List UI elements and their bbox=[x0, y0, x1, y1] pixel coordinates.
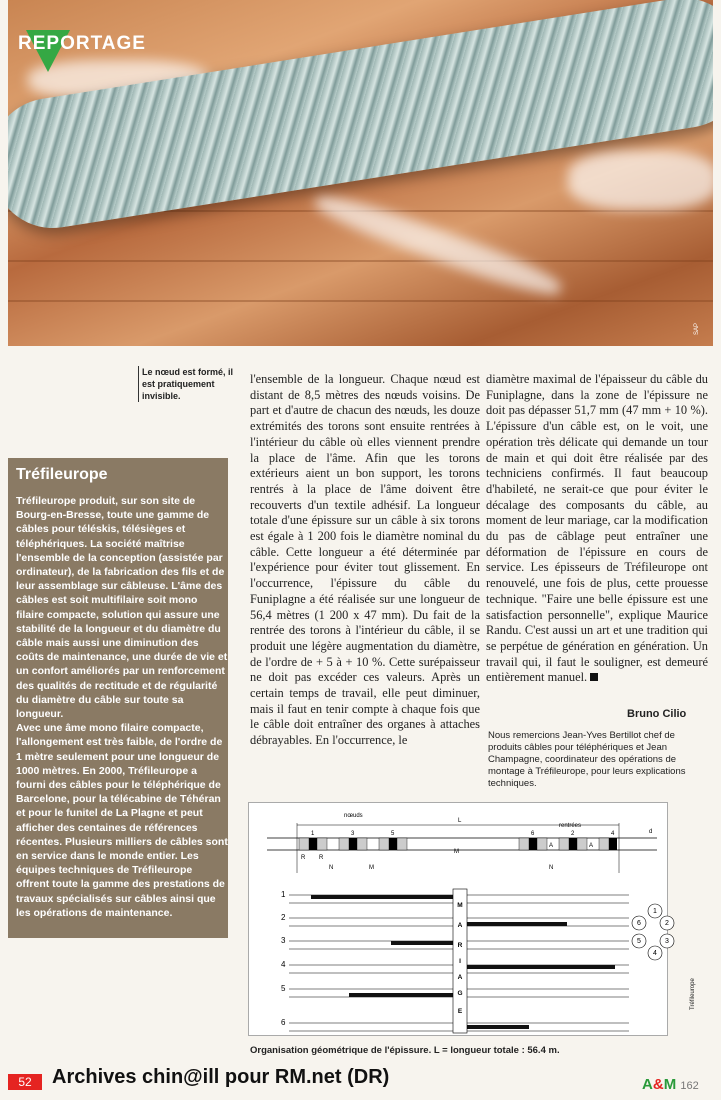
svg-text:2: 2 bbox=[281, 913, 286, 922]
tuck-hatch bbox=[559, 838, 569, 850]
wood-grain bbox=[8, 300, 713, 302]
tuck-hatch bbox=[577, 838, 587, 850]
segment-label: N bbox=[549, 865, 554, 871]
label-rentrees: rentrées bbox=[559, 823, 582, 829]
tuck-hatch bbox=[339, 838, 349, 850]
frost-patch bbox=[311, 186, 566, 303]
svg-text:M: M bbox=[457, 902, 463, 909]
tuck-hatch bbox=[317, 838, 327, 850]
svg-text:I: I bbox=[459, 958, 461, 965]
article-column-2 bbox=[486, 372, 708, 686]
wood-grain bbox=[8, 260, 713, 262]
strand-number: 1 bbox=[653, 908, 657, 915]
knot-marker bbox=[529, 838, 537, 850]
svg-text:4: 4 bbox=[281, 960, 286, 969]
article-text bbox=[486, 372, 708, 686]
svg-text:R: R bbox=[457, 942, 463, 949]
knot-number: 4 bbox=[611, 831, 615, 837]
label-d: d bbox=[649, 829, 653, 835]
logo-issue-number: 162 bbox=[680, 1080, 699, 1092]
section-tag bbox=[10, 30, 160, 70]
splice-diagram bbox=[248, 802, 668, 1036]
magazine-logo bbox=[642, 1076, 699, 1093]
knot-marker bbox=[309, 838, 317, 850]
svg-text:G: G bbox=[457, 990, 463, 997]
knot-number: 3 bbox=[351, 831, 355, 837]
knot-marker bbox=[609, 838, 617, 850]
strand-number: 6 bbox=[637, 920, 641, 927]
side-credit: Tréfileurope bbox=[690, 978, 696, 1010]
strand-number: 3 bbox=[665, 938, 669, 945]
diagram-caption: Organisation géométrique de l'épissure. L = longueur totale : 56.4 m. bbox=[250, 1045, 560, 1056]
sidebar-paragraph: Tréfileurope produit, sur son site de Bourg-en-Bresse, toute une gamme de câbles pour téléskis, télésièges et téléphériques. La société maîtrise l'ensemble de la conception (assistée par ordinateur), de la fabrication des fils et de leur assemblage sur câbleuse. L'âme des câbles est soit multifilaire soit mono filaire compacte, solution qui assure une stabilité de la longueur et du diamètre du câble mais aussi une diminution des coûts de maintenance, une durée de vie et un confort améliorés par un renforcement des qualités de rectitude et de régularité du diamètre du câble sur toute sa longueur. bbox=[16, 495, 228, 721]
segment-label: R bbox=[319, 855, 324, 861]
strand-number: 5 bbox=[637, 938, 641, 945]
segment-label: A bbox=[589, 843, 594, 849]
strand-number: 4 bbox=[653, 950, 657, 957]
tuck-hatch bbox=[379, 838, 389, 850]
frost-patch bbox=[568, 150, 713, 210]
svg-text:A: A bbox=[457, 922, 463, 929]
logo-ampersand: & bbox=[652, 1076, 664, 1093]
segment-label: N bbox=[329, 865, 334, 871]
tuck-hatch bbox=[299, 838, 309, 850]
svg-text:A: A bbox=[457, 974, 463, 981]
tuck-hatch bbox=[519, 838, 529, 850]
tuck-hatch bbox=[599, 838, 609, 850]
photo-caption: Le nœud est formé, il est pratiquement invisible. bbox=[138, 366, 242, 402]
tuck-hatch bbox=[357, 838, 367, 850]
logo-letter-a: A bbox=[642, 1076, 653, 1093]
sidebar-title: Tréfileurope bbox=[16, 466, 108, 483]
knot-number: 6 bbox=[531, 831, 535, 837]
label-noeuds: nœuds bbox=[344, 813, 363, 819]
author: Bruno Cilio bbox=[627, 708, 687, 720]
segment-label: R bbox=[301, 855, 306, 861]
page-number: 52 bbox=[8, 1074, 42, 1090]
archive-credit: Archives chin@ill pour RM.net (DR) bbox=[52, 1066, 390, 1088]
segment-label: A bbox=[549, 843, 554, 849]
tuck-hatch bbox=[397, 838, 407, 850]
tuck-hatch bbox=[537, 838, 547, 850]
article-text-body: diamètre maximal de l'épaisseur du câble du Funiplagne, dans la zone de l'épissure ne doit pas dépasser 51,7 mm (47 mm + 10 %). L'épissure d'un câble est, on le voit, une opération très délicate qui demande un tour de main et qui doit être réalisée par des techniciens confirmés. Il faut beaucoup d'habileté, ne serait-ce que pour éviter le décalage des composants du câble, au moment de leur mariage, car la modification du pas de câblage peut entraîner une déformation de l'épissure en cours de service. Les épisseurs de Tréfileurope ont renouvelé, une fois de plus, cette prouesse technique. "Faire une belle épissure est une satisfaction personnelle", explique Maurice Randu. C'est aussi un art et une tradition qui se perpétue de génération en génération. Un travail qui, il faut le souligner, est demeuré entièrement manuel. bbox=[486, 372, 708, 685]
sidebar-box bbox=[8, 458, 228, 938]
segment-label: M bbox=[454, 849, 459, 855]
svg-text:5: 5 bbox=[281, 984, 286, 993]
knot-number: 1 bbox=[311, 831, 315, 837]
photo-credit: SAP bbox=[693, 322, 700, 336]
strand-circles bbox=[633, 903, 693, 973]
row-numbers bbox=[281, 890, 286, 1027]
section-label: REPORTAGE bbox=[18, 33, 146, 54]
svg-text:6: 6 bbox=[281, 1018, 286, 1027]
acknowledgements: Nous remercions Jean-Yves Bertillot chef de produits câbles pour téléphériques et Jean Champagne, coordinateur des opérations de montage à Tréfileurope, pour leurs explications techniques. bbox=[488, 730, 686, 789]
article-column-1 bbox=[250, 372, 480, 749]
sidebar-paragraph: Avec une âme mono filaire compacte, l'allongement est très faible, de l'ordre de 1 mètre seulement pour une longueur de 1000 mètres. En 2000, Tréfileurope a fourni des câbles pour le téléphérique de Barcelone, pour la télécabine de Téhéran et pour le funitel de La Plagne et peut afficher des centaines de références récentes. Plusieurs milliers de câbles sont en service dans le monde entier. Les équipes techniques de Tréfileurope offrent toute la gamme des prestations de travaux spécialisés sur câbles ainsi que les opérations de maintenance. bbox=[16, 722, 228, 919]
end-mark-icon bbox=[590, 673, 598, 681]
knot-marker bbox=[349, 838, 357, 850]
svg-text:3: 3 bbox=[281, 936, 286, 945]
sidebar-body bbox=[16, 494, 228, 920]
knot-number: 2 bbox=[571, 831, 575, 837]
svg-text:1: 1 bbox=[281, 890, 286, 899]
knot-marker bbox=[569, 838, 577, 850]
article-text: l'ensemble de la longueur. Chaque nœud est distant de 8,5 mètres des nœuds voisins. De part et d'autre de chacun des nœuds, les douze extrémités des torons sont ensuite rentrées à l'intérieur du câble où elles viennent prendre la place de l'âme. Afin que les torons extérieurs aient un bon support, les torons rentrés à la place de l'âme doivent être recouverts d'un textile adhésif. La longueur totale d'une épissure sur un câble à six torons est égale à 1 200 fois le diamètre nominal du câble. Cette longueur a été déterminée par l'expérience pour éviter tout glissement. En l'occurrence, l'épissure du câble du Funiplagne a été réalisée sur une longueur de 56,4 mètres (1 200 x 47 mm). Du fait de la rentrée des torons à l'intérieur du câble, il se produit une légère augmentation du diamètre, de l'ordre de + 5 à + 10 %. Cette surépaisseur ne doit pas excéder ces valeurs. Après un certain temps de travail, elle peut diminuer, mais il faut en tenir compte à chaque fois que le câble doit entraîner des organes à attaches débrayables. En l'occurrence, le bbox=[250, 372, 480, 748]
label-L: L bbox=[458, 818, 462, 824]
strand-number: 2 bbox=[665, 920, 669, 927]
knot-number: 5 bbox=[391, 831, 395, 837]
segment-label: M bbox=[369, 865, 374, 871]
logo-letter-m: M bbox=[663, 1076, 677, 1093]
svg-text:E: E bbox=[457, 1008, 463, 1015]
knot-marker bbox=[389, 838, 397, 850]
